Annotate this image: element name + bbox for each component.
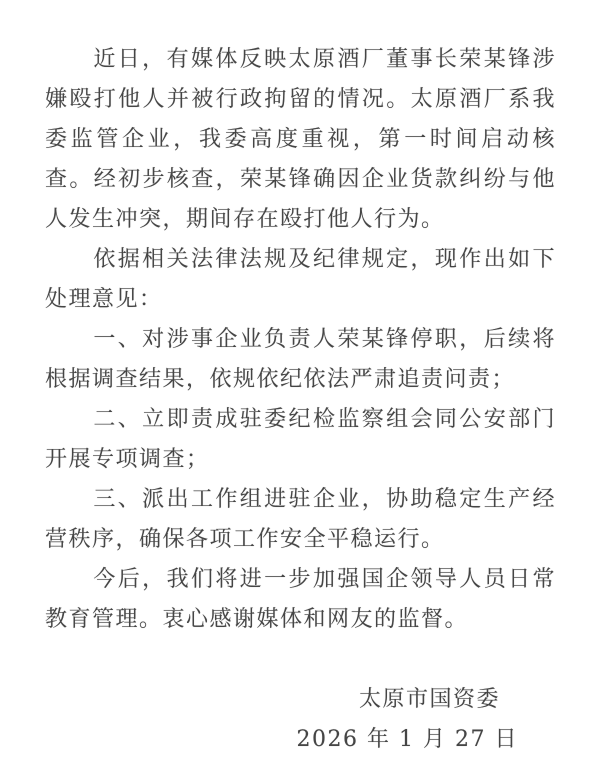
document-body [45, 40, 556, 760]
paragraph-basis: 依据相关法律法规及纪律规定，现作出如下处理意见： [45, 247, 556, 312]
paragraph-measure-2: 二、立即责成驻委纪检监察组会同公安部门开展专项调查； [45, 407, 556, 472]
issuer-signature: 太原市国资委 [358, 687, 500, 712]
paragraph-closing: 今后，我们将进一步加强国企领导人员日常教育管理。衷心感谢媒体和网友的监督。 [45, 567, 556, 632]
paragraph-intro: 近日，有媒体反映太原酒厂董事长荣某锋涉嫌殴打他人并被行政拘留的情况。太原酒厂系我委监管企业，我委高度重视，第一时间启动核查。经初步核查，荣某锋确因企业货款纠纷与他人发生冲突，期间存在殴打他人行为。 [45, 47, 556, 232]
paragraph-measure-1: 一、对涉事企业负责人荣某锋停职，后续将根据调查结果，依规依纪依法严肃追责问责； [45, 327, 556, 392]
signature-block [45, 680, 556, 760]
issue-date: 2026 年 1 月 27 日 [296, 727, 518, 752]
paragraph-measure-3: 三、派出工作组进驻企业，协助稳定生产经营秩序，确保各项工作安全平稳运行。 [45, 487, 556, 552]
